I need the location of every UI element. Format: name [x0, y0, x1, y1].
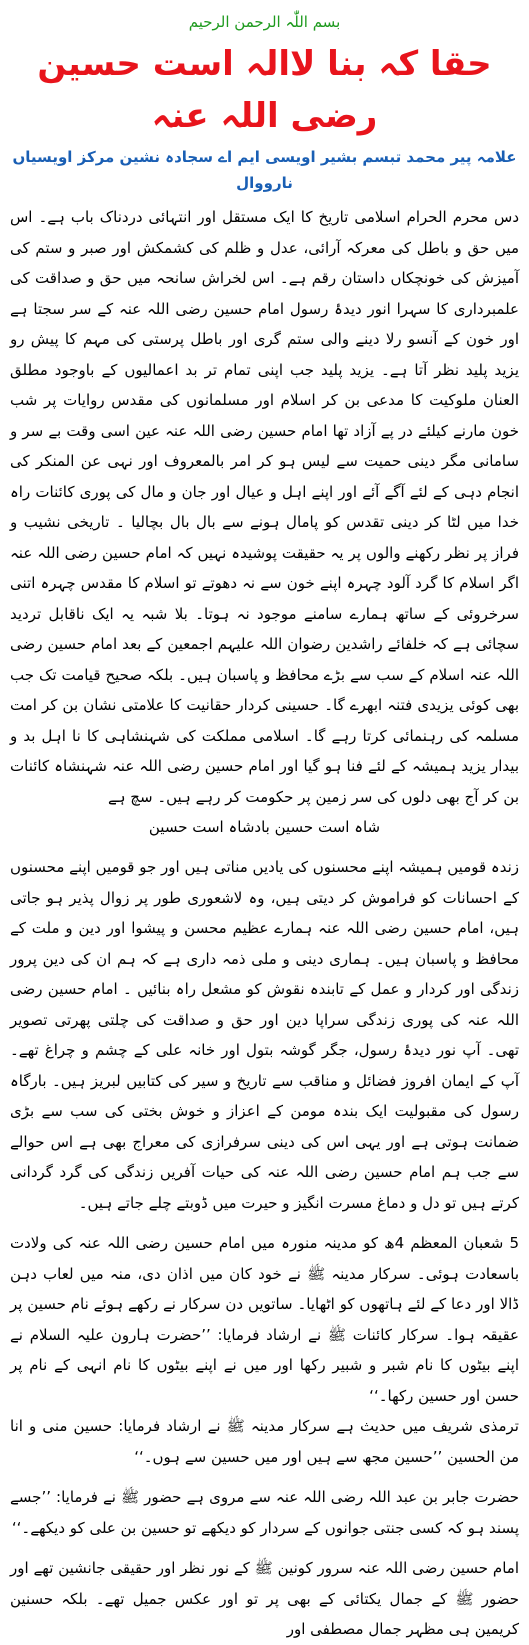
paragraph-2: زندہ قومیں ہمیشہ اپنے محسنوں کی یادیں مناتی ہیں اور جو قومیں اپنے محسنوں کے احسانات کو فراموش کر دیتی ہیں، وہ لاشعوری طور پر زوال پذیر ہو جاتی ہیں، امام حسین رضی اللہ عنہ ہمارے عظیم محسن و پیشوا اور دین و ملت کے محافظ و پاسبان ہیں۔ ہماری دینی و ملی ذمہ داری ہے کہ ہم ان کی دین پرور زندگی اور کردار و عمل کے تابندہ نقوش کو مشعل راہ بنائیں ۔ امام حسین رضی اللہ عنہ کی پوری زندگی سراپا دین اور حق و صداقت کی چلتی پھرتی تصویر تھی۔ آپ نور دیدۂ رسول، جگر گوشہ بتول اور خانہ علی کے چشم و چراغ تھے۔ آپ کے ایمان افروز فضائل و مناقب سے تاریخ و سیر کی کتابیں لبریز ہیں۔ بارگاہ رسول کی مقبولیت ایک بندہ مومن کے اعزاز و خوش بختی کی سب سے بڑی ضمانت ہوتی ہے اور یہی اس کی دینی سرفرازی کی معراج بھی ہے اس حوالے سے جب ہم امام حسین رضی اللہ عنہ کی حیات آفریں زندگی کی گرد گردانی کرتے ہیں تو دل و دماغ مسرت انگیز و حیرت میں ڈوبتے چلے جاتے ہیں۔ — [10, 858, 519, 1212]
couplet-line: شاہ است حسین بادشاہ است حسین — [148, 818, 381, 836]
paragraph-4: ترمذی شریف میں حدیث ہے سرکار مدینہ ﷺ نے ارشاد فرمایا: حسین منی و انا من الحسین ’’حسین مجھ سے ہیں اور میں حسین سے ہوں۔‘‘ — [10, 1417, 519, 1466]
paragraph-1: دس محرم الحرام اسلامی تاریخ کا ایک مستقل اور انتہائی دردناک باب ہے۔ اس میں حق و باطل کی معرکہ آرائی، عدل و ظلم کی کشمکش اور صبر و ستم کی آمیزش کی خونچکاں داستان رقم ہے۔ اس لخراش سانحہ میں حق و صداقت کی علمبرداری کا سہرا انور دیدۂ رسول امام حسین رضی اللہ عنہ کے سر سجتا ہے اور خون کے آنسو رلا دینے والی ستم گری اور باطل پرستی کی مہم کا پیش رو یزید پلید نظر آتا ہے۔ یزید پلید جب اپنی تمام تر بد اعمالیوں کے باوجود مطلق العنان ملوکیت کا مدعی بن کر اسلام اور مسلمانوں کی مقدس روایات پر شب خون مارنے کیلئے در پے آزاد تھا امام حسین رضی اللہ عنہ عین اسی وقت بے سر و سامانی مگر دینی حمیت سے لیس ہو کر امر بالمعروف اور نہی عن المنکر کی انجام دہی کے لئے آگے آئے اور اپنے اہل و عیال اور جان و مال کی پوری کائنات راہ خدا میں لٹا کر دینی تقدس کو پامال ہونے سے بال بال بچالیا ۔ تاریخی نشیب و فراز پر نظر رکھنے والوں پر یہ حقیقت پوشیدہ نہیں کہ امام حسین رضی اللہ عنہ اگر اسلام کا گرد آلود چہرہ اپنے خون سے نہ دھوتے تو اسلام کا مقدس چہرہ اتنی سرخروئی کے ساتھ ہمارے سامنے موجود نہ ہوتا۔ بلا شبہ یہ ایک ناقابل تردید سچائی ہے کہ خلفائے راشدین رضوان اللہ علیہم اجمعین کے بعد امام حسین رضی اللہ عنہ اسلام کے سب سے بڑے محافظ و پاسبان ہیں۔ بلکہ صحیح قیامت تک جب بھی کوئی یزیدی فتنہ ابھرے گا۔ حسینی کردار حقانیت کا علامتی نشان بن کر امت مسلمہ کی رہنمائی کرتا رہے گا۔ اسلامی مملکت کی شہنشاہی کا نا اہل بد و بیدار یزید ہمیشہ کے لئے فنا ہو گیا اور امام حسین رضی اللہ عنہ شہنشاہ کائنات بن کر آج بھی دلوں کی سر زمین پر حکومت کر رہے ہیں۔ سچ ہے — [10, 208, 519, 806]
author-byline: علامہ پیر محمد تبسم بشیر اویسی ایم اے سجادہ نشین مرکز اویسیاں نارووال — [12, 148, 517, 192]
bismillah-heading: بسم اللّٰہ الرحمن الرحیم — [188, 13, 341, 31]
paragraph-5: حضرت جابر بن عبد اللہ رضی اللہ عنہ سے مروی ہے حضور ﷺ نے فرمایا: ’’جسے پسند ہو کہ کسی جنتی جوانوں کے سردار کو دیکھے تو حسین بن علی کو دیکھے۔‘‘ — [10, 1488, 519, 1537]
paragraph-6: امام حسین رضی اللہ عنہ سرور کونین ﷺ کے نور نظر اور حقیقی جانشین تھے اور حضور ﷺ کے جمال یکتائی کے بھی پر تو اور عکس جمیل تھے۔ بلکہ حسنین کریمین ہی مظہر جمال مصطفی اور — [10, 1559, 519, 1638]
paragraph-3: 5 شعبان المعظم 4ھ کو مدینہ منورہ میں امام حسین رضی اللہ عنہ کی ولادت باسعادت ہوئی۔ سرکار مدینہ ﷺ نے خود کان میں اذان دی، منہ میں لعاب دہن ڈالا اور دعا کے لئے ہاتھوں کو اٹھایا۔ ساتویں دن سرکار نے رکھے ہوئے نام حسین پر عقیقہ ہوا۔ سرکار کائنات ﷺ نے ارشاد فرمایا: ’’حضرت ہارون علیہ السلام نے اپنے بیٹوں کا نام شبر و شبیر رکھا اور میں نے اپنے بیٹوں کا نام انہی کے نام پر حسن اور حسین رکھا۔‘‘ — [10, 1234, 520, 1405]
article-title: حقا کہ بنا لاالہ است حسین رضی اللہ عنہ — [37, 44, 492, 136]
